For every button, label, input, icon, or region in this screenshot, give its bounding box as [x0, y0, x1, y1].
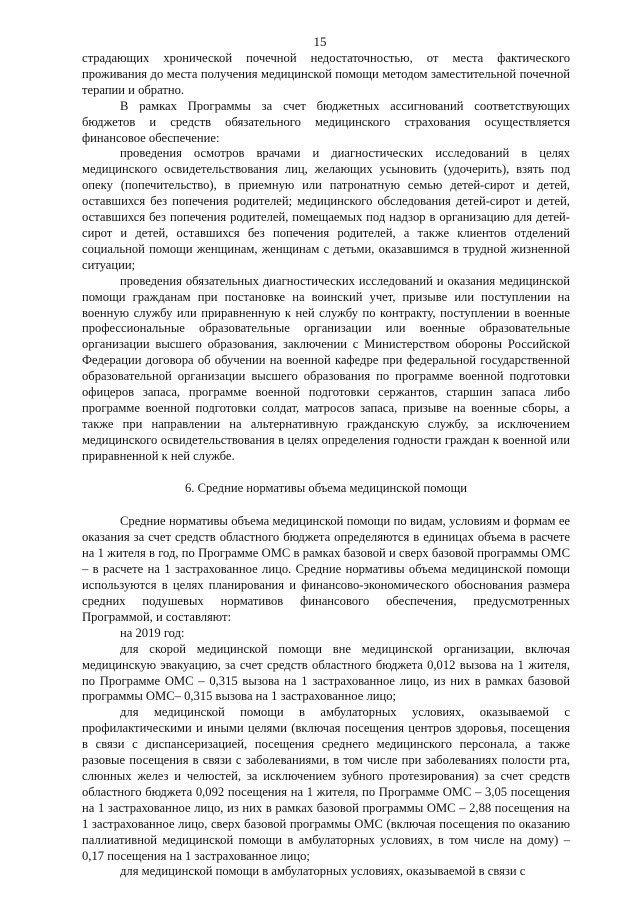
paragraph: для скорой медицинской помощи вне медицинской организации, включая медицинскую эвакуацию, за счет средств областного бюджета 0,012 вызова на 1 жителя, по Программе ОМС – 0,315 вызова на 1 застрахованное лицо, из них в рамках базовой программы ОМС– 0,315 вызова на 1 застрахованное лицо;: [82, 641, 570, 704]
section-heading: 6. Средние нормативы объема медицинской помощи: [184, 480, 468, 495]
paragraph: проведения обязательных диагностических исследований и оказания медицинской помощи гражданам при постановке на воинский учет, призыве или поступлении на военную службу или приравненную к ней службу по контракту, поступлении в военные профессиональные образовательные организации или военные образовательные организации высшего образования, заключении с Министерством обороны Российской Федерации договора об обучении на военной кафедре при федеральной государственной образовательной организации высшего образования по программе военной подготовки офицеров запаса, программе военной подготовки сержантов, старшин запаса либо программе военной подготовки солдат, матросов запаса, призыве на военные сборы, а также при направлении на альтернативную гражданскую службу, за исключением медицинского освидетельствования в целях определения годности граждан к военной или приравненной к ней службе.: [82, 273, 570, 463]
paragraph: В рамках Программы за счет бюджетных ассигнований соответствующих бюджетов и средств обязательного медицинского страхования осуществляется финансовое обеспечение:: [82, 98, 570, 145]
document-body: [82, 51, 570, 880]
page-number: 15: [313, 34, 327, 49]
paragraph: для медицинской помощи в амбулаторных условиях, оказываемой с профилактическими и иными целями (включая посещения центров здоровья, посещения в связи с диспансеризацией, посещения среднего медицинского персонала, а также разовые посещения в связи с заболеваниями, в том числе при заболеваниях полости рта, слюнных желез и челюстей, за исключением зубного протезирования) за счет средств областного бюджета 0,092 посещения на 1 жителя, по Программе ОМС – 3,05 посещения на 1 застрахованное лицо, из них в рамках базовой программы ОМС – 2,88 посещения на 1 застрахованное лицо, сверх базовой программы ОМС (включая посещения по оказанию паллиативной медицинской помощи в амбулаторных условиях, в том числе на дому) – 0,17 посещения на 1 застрахованное лицо;: [82, 705, 570, 863]
paragraph: на 2019 год:: [120, 625, 185, 640]
paragraph: страдающих хронической почечной недостаточностью, от места фактического проживания до места получения медицинской помощи методом заместительной почечной терапии и обратно.: [82, 51, 570, 97]
paragraph: для медицинской помощи в амбулаторных условиях, оказываемой в связи с: [120, 864, 526, 879]
paragraph: проведения осмотров врачами и диагностических исследований в целях медицинского освидетельствования лиц, желающих усыновить (удочерить), взять под опеку (попечительство), в приемную или патронатную семью детей-сирот и детей, оставшихся без попечения родителей; медицинского обследования детей-сирот и детей, оставшихся без попечения родителей, помещаемых под надзор в организацию для детей-сирот и детей, оставшихся без попечения родителей, а также клиентов отделений социальной помощи женщинам, женщинам с детьми, оказавшимся в трудной жизненной ситуации;: [82, 146, 570, 272]
paragraph: Средние нормативы объема медицинской помощи по видам, условиям и формам ее оказания за счет средств областного бюджета определяются в единицах объема в расчете на 1 жителя в год, по Программе ОМС в рамках базовой и сверх базовой программы ОМС – в расчете на 1 застрахованное лицо. Средние нормативы объема медицинской помощи используются в целях планирования и финансово-экономического обоснования размера средних подушевых нормативов финансового обеспечения, предусмотренных Программой, и составляют:: [82, 514, 570, 624]
